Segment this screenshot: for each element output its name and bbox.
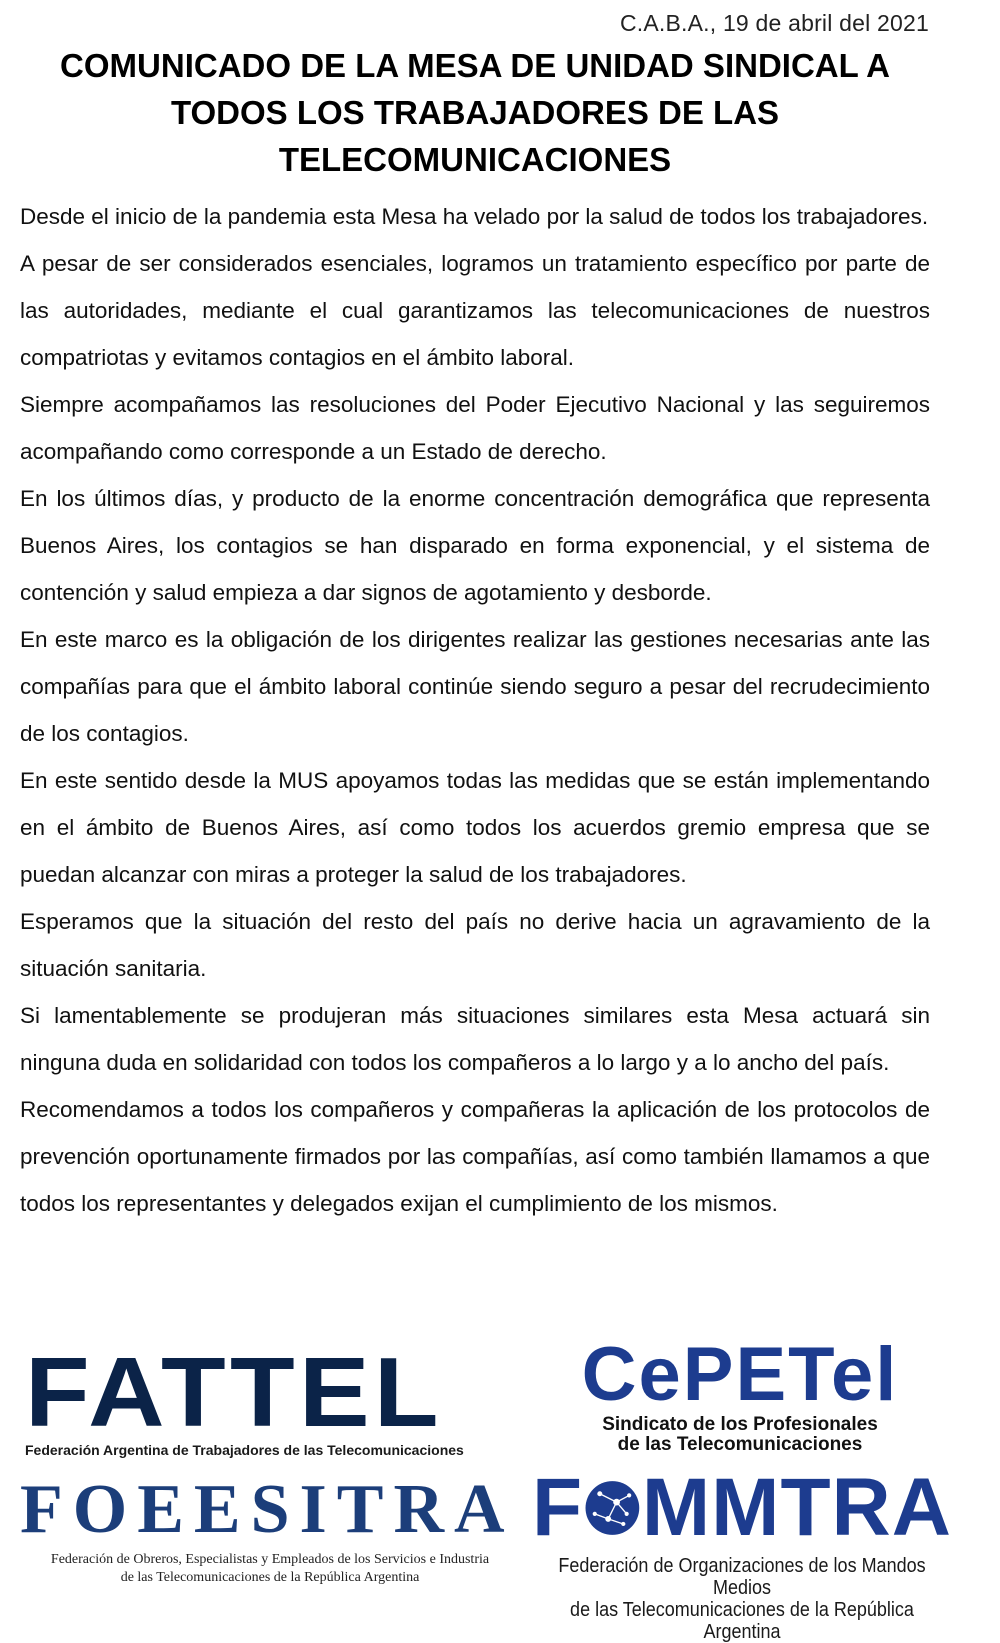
fattel-logo: [25, 1337, 515, 1458]
paragraph: Recomendamos a todos los compañeros y compañeras la aplicación de los protocolos de prevención oportunamente firmados por las compañías, así como también llamamos a que todos los representantes y delegados exijan el cumplimiento de los mismos.: [20, 1097, 930, 1216]
foeesitra-logo-name: FOEESITRA: [20, 1471, 515, 1548]
foeesitra-logo-subtitle-line1: Federación de Obreros, Especialistas y Empleados de los Servicios e Industria: [50, 1552, 490, 1567]
foeesitra-logo: [20, 1471, 520, 1587]
fommtra-logo: [532, 1462, 952, 1643]
paragraph: En los últimos días, y producto de la enorme concentración demográfica que representa Buenos Aires, los contagios se han disparado en forma exponencial, y el sistema de contención y salud empieza a dar signos de agotamiento y desborde.: [20, 486, 930, 605]
fattel-logo-name: FATTEL: [25, 1337, 443, 1447]
paragraph: En este marco es la obligación de los dirigentes realizar las gestiones necesarias ante las compañías para que el ámbito laboral continúe siendo seguro a pesar del recrudecimiento de los contagios.: [20, 627, 930, 746]
paragraph: Siempre acompañamos las resoluciones del Poder Ejecutivo Nacional y las seguiremos acompañando como corresponde a un Estado de derecho.: [20, 392, 930, 464]
cepetel-logo-name: CePETel: [581, 1332, 899, 1417]
cepetel-logo-subtitle-line1: Sindicato de los Profesionales: [602, 1414, 878, 1435]
document-title: COMUNICADO DE LA MESA DE UNIDAD SINDICAL A TODOS LOS TRABAJADORES DE LAS TELECOMUNICACIONES: [60, 47, 890, 178]
fattel-logo-subtitle: Federación Argentina de Trabajadores de las Telecomunicaciones: [25, 1442, 464, 1458]
paragraph: Si lamentablemente se produjeran más situaciones similares esta Mesa actuará sin ninguna duda en solidaridad con todos los compañeros a lo largo y a lo ancho del país.: [20, 1003, 930, 1075]
fommtra-logo-subtitle-line2: de las Telecomunicaciones de la República Argentina: [570, 1599, 914, 1643]
paragraph: A pesar de ser considerados esenciales, logramos un tratamiento específico por parte de las autoridades, mediante el cual garantizamos las telecomunicaciones de nuestros compatriotas y evitamos contagios en el ámbito laboral.: [20, 251, 930, 370]
network-globe-icon: [583, 1471, 642, 1545]
document-date: C.A.B.A., 19 de abril del 2021: [619, 10, 929, 36]
foeesitra-logo-subtitle-line2: de las Telecomunicaciones de la República Argentina: [120, 1570, 420, 1585]
paragraph: Esperamos que la situación del resto del país no derive hacia un agravamiento de la situación sanitaria.: [20, 909, 930, 981]
paragraph: En este sentido desde la MUS apoyamos todas las medidas que se están implementando en el ámbito de Buenos Aires, así como todos los acuerdos gremio empresa que se puedan alcanzar con miras a proteger la salud de los trabajadores.: [20, 768, 930, 887]
paragraph: Desde el inicio de la pandemia esta Mesa ha velado por la salud de todos los trabajadores.: [20, 204, 929, 229]
fommtra-logo-wordmark: [532, 1462, 952, 1553]
fommtra-logo-name-suffix: MMTRA: [641, 1462, 952, 1553]
fommtra-logo-name-prefix: F: [532, 1462, 584, 1553]
cepetel-logo-subtitle-line2: de las Telecomunicaciones: [617, 1434, 863, 1455]
union-logos: [20, 1332, 952, 1643]
document-body: [20, 193, 930, 1227]
fommtra-logo-subtitle-line1: Federación de Organizaciones de los Mandos Medios: [558, 1555, 926, 1599]
cepetel-logo: [530, 1332, 950, 1455]
